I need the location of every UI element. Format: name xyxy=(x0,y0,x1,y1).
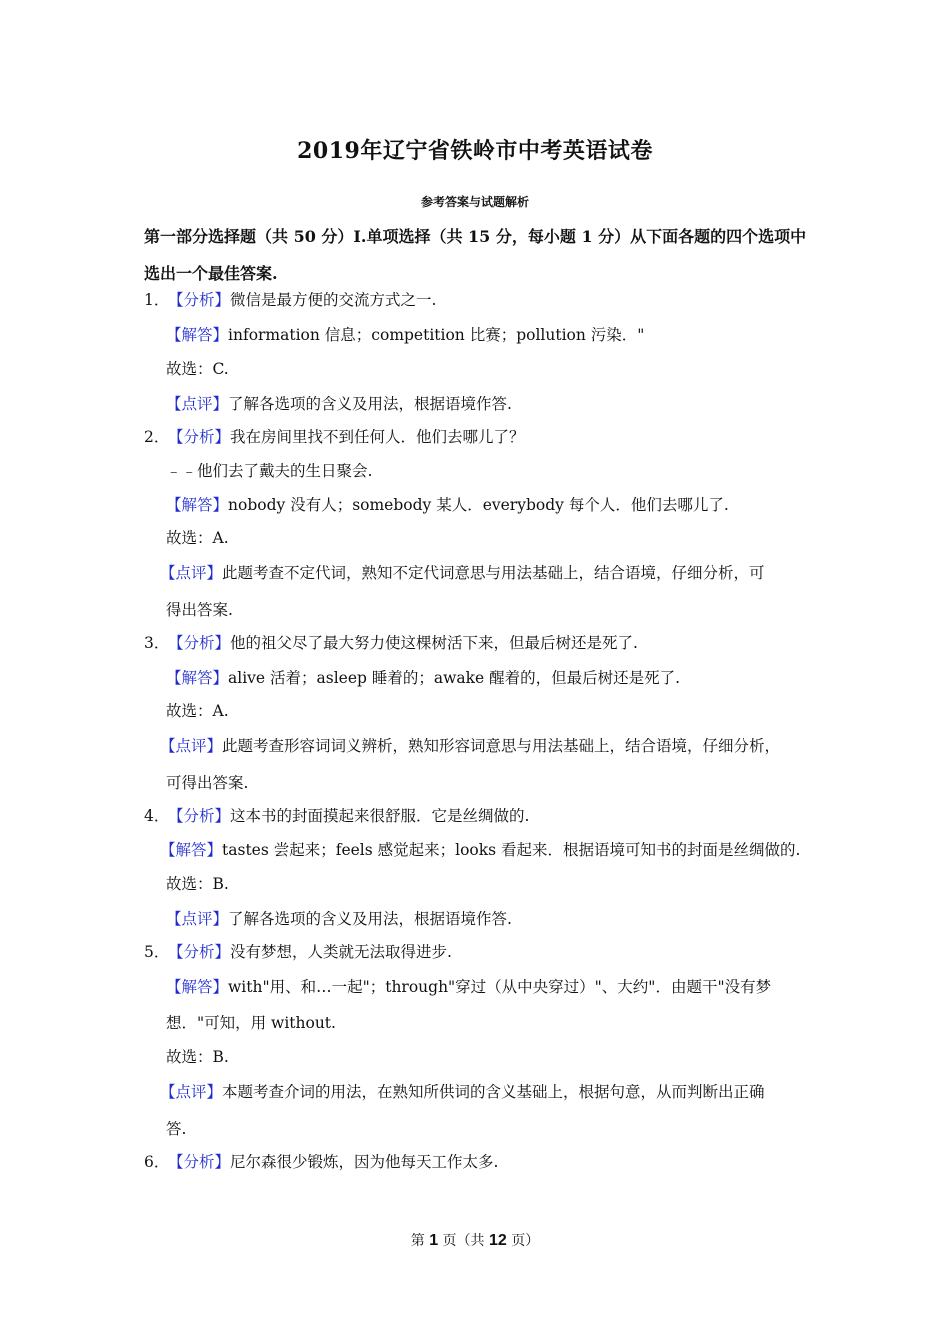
analysis-tag: 【分析】 xyxy=(168,634,231,652)
answer-tag: 【解答】 xyxy=(166,669,229,687)
answer-text: with"用、和…一起"；through"穿过（从中央穿过）"、大约"．由题干"没有梦 xyxy=(228,978,772,996)
comment-tag: 【点评】 xyxy=(166,910,229,928)
q2-answer xyxy=(166,495,729,515)
analysis-tag: 【分析】 xyxy=(168,807,231,825)
q1-answer xyxy=(166,325,644,345)
comment-tag: 【点评】 xyxy=(166,395,229,413)
comment-text: 此题考查不定代词，熟知不定代词意思与用法基础上，结合语境，仔细分析，可 xyxy=(222,564,765,582)
comment-tag: 【点评】 xyxy=(160,1083,223,1101)
comment-text: 本题考查介词的用法，在熟知所供词的含义基础上，根据句意，从而判断出正确 xyxy=(222,1083,765,1101)
q4-choice: 故选：B. xyxy=(166,875,229,893)
comment-tag: 【点评】 xyxy=(160,737,223,755)
question-number: 1． xyxy=(144,291,170,309)
q4-comment xyxy=(166,909,512,929)
q2-choice: 故选：A. xyxy=(166,529,229,547)
analysis-tag: 【分析】 xyxy=(168,291,231,309)
question-number: 6． xyxy=(144,1153,170,1171)
question-number: 5． xyxy=(144,943,170,961)
q5-comment-cont: 答. xyxy=(166,1120,187,1138)
footer-prefix: 第 xyxy=(410,1233,425,1249)
q2-analysis-cont: ﹣﹣他们去了戴夫的生日聚会. xyxy=(166,462,373,480)
answer-tag: 【解答】 xyxy=(160,841,223,859)
q5-choice: 故选：B. xyxy=(166,1048,229,1066)
q5-comment xyxy=(160,1082,765,1102)
section-heading xyxy=(144,218,824,292)
page-title: 2019年辽宁省铁岭市中考英语试卷 xyxy=(297,138,653,164)
page-total: 12 xyxy=(489,1232,507,1249)
analysis-text: 微信是最方便的交流方式之一. xyxy=(230,291,437,309)
q1-choice: 故选：C. xyxy=(166,360,229,378)
answer-text: tastes 尝起来；feels 感觉起来；looks 看起来．根据语境可知书的封面是丝绸做的. xyxy=(222,841,801,859)
q3-analysis xyxy=(144,633,638,653)
q4-answer xyxy=(160,840,800,860)
comment-text: 了解各选项的含义及用法，根据语境作答. xyxy=(228,395,512,413)
q3-choice: 故选：A. xyxy=(166,702,229,720)
q4-analysis xyxy=(144,806,529,826)
q1-analysis xyxy=(144,290,436,310)
page-subtitle: 参考答案与试题解析 xyxy=(420,195,529,209)
analysis-tag: 【分析】 xyxy=(168,1153,231,1171)
q2-analysis xyxy=(144,427,525,447)
q2-comment-cont: 得出答案. xyxy=(166,601,233,619)
q1-comment xyxy=(166,394,512,414)
page-footer xyxy=(0,1230,950,1250)
footer-suffix: 页） xyxy=(511,1233,540,1249)
comment-tag: 【点评】 xyxy=(160,564,223,582)
section-heading-line-2: 选出一个最佳答案. xyxy=(144,264,278,283)
q5-answer-cont: 想．"可知，用 without. xyxy=(166,1014,336,1032)
q5-analysis xyxy=(144,942,452,962)
analysis-tag: 【分析】 xyxy=(168,428,231,446)
q6-analysis xyxy=(144,1152,498,1172)
analysis-text: 这本书的封面摸起来很舒服．它是丝绸做的. xyxy=(230,807,530,825)
answer-tag: 【解答】 xyxy=(166,326,229,344)
analysis-text: 尼尔森很少锻炼，因为他每天工作太多. xyxy=(230,1153,499,1171)
analysis-tag: 【分析】 xyxy=(168,943,231,961)
answer-text: alive 活着；asleep 睡着的；awake 醒着的，但最后树还是死了. xyxy=(228,669,681,687)
question-number: 3． xyxy=(144,634,170,652)
footer-middle: 页（共 xyxy=(442,1233,485,1249)
answer-text: information 信息；competition 比赛；pollution 污染．" xyxy=(228,326,645,344)
comment-text: 了解各选项的含义及用法，根据语境作答. xyxy=(228,910,512,928)
q5-answer xyxy=(166,977,771,997)
question-number: 4． xyxy=(144,807,170,825)
question-number: 2． xyxy=(144,428,170,446)
answer-text: nobody 没有人；somebody 某人．everybody 每个人．他们去哪儿了. xyxy=(228,496,729,514)
analysis-text: 没有梦想，人类就无法取得进步. xyxy=(230,943,452,961)
answer-tag: 【解答】 xyxy=(166,496,229,514)
q3-answer xyxy=(166,668,680,688)
section-heading-line-1: 第一部分选择题（共 50 分）I.单项选择（共 15 分，每小题 1 分）从下面各题的四个选项中 xyxy=(144,227,807,246)
analysis-text: 他的祖父尽了最大努力使这棵树活下来，但最后树还是死了. xyxy=(230,634,638,652)
q2-comment xyxy=(160,563,765,583)
answer-tag: 【解答】 xyxy=(166,978,229,996)
page-number: 1 xyxy=(429,1232,439,1249)
q3-comment xyxy=(160,736,780,756)
analysis-text: 我在房间里找不到任何人．他们去哪儿了？ xyxy=(230,428,525,446)
q3-comment-cont: 可得出答案. xyxy=(166,774,249,792)
comment-text: 此题考查形容词词义辨析，熟知形容词意思与用法基础上，结合语境，仔细分析， xyxy=(222,737,781,755)
